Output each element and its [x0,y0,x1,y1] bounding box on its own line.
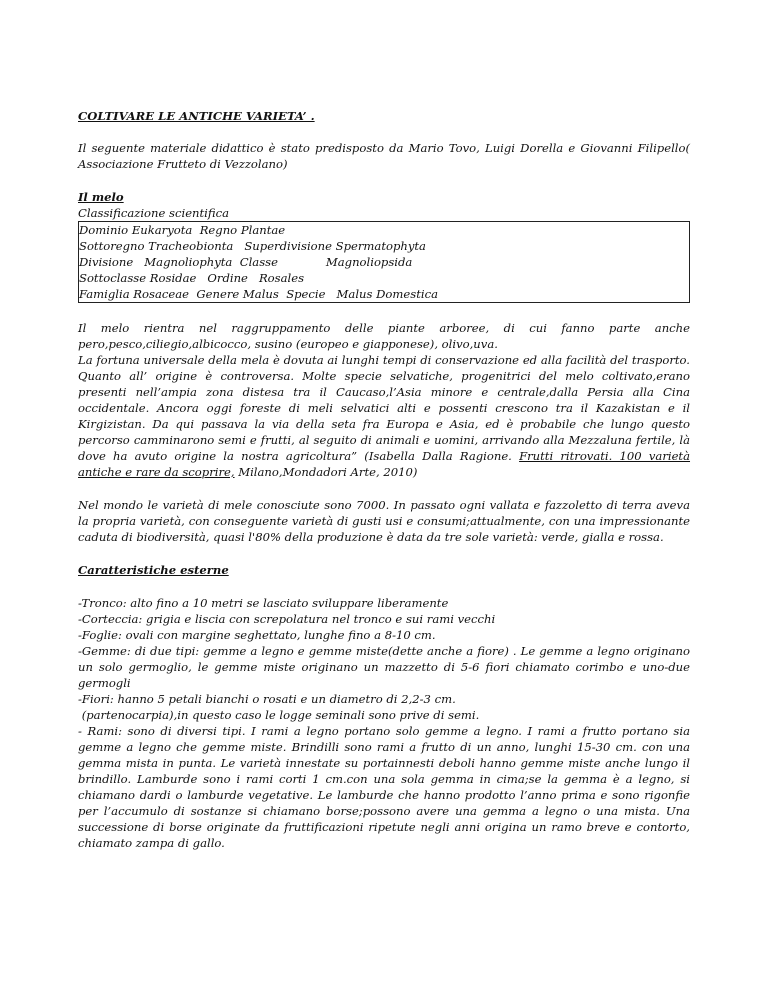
document-title: COLTIVARE LE ANTICHE VARIETA’ . [78,109,315,123]
document-page [78,108,690,851]
list-item: -Tronco: alto fino a 10 metri se lasciato sviluppare liberamente [78,596,449,610]
classification-row: Famiglia Rosaceae Genere Malus Specie Malus Domestica [79,287,438,301]
paragraph-origine-text: La fortuna universale della mela è dovuta ai lunghi tempi di conservazione ed alla facilità del trasporto. Quanto all’ origine è controversa. Molte specie selvatiche, progenitrici del melo coltivato,erano presenti nell’ampia zona distesa tra il Caucaso,l’Asia minore e centrale,dalla Persia alla Cina occidentale. Ancora oggi foreste di meli selvatici alti e possenti crescono tra il Kazakistan e il Kirgizistan. Da qui passava la via della seta fra Europa e Asia, ed è probabile che lungo questo percorso camminarono semi e frutti, al seguito di animali e uomini, arrivando alla Mezzaluna fertile, là dove ha avuto origine la nostra agricoltura” (Isabella Dalla Ragione. [78,353,690,463]
paragraph-origine [78,352,690,480]
classification-row: Divisione Magnoliophyta Classe Magnoliopsida [79,255,413,269]
paragraph-piante-arboree: Il melo rientra nel raggruppamento delle piante arboree, di cui fanno parte anche pero,pesco,ciliegio,albicocco, susino (europeo e giapponese), olivo,uva. [78,321,690,351]
list-item: -Foglie: ovali con margine seghettato, lunghe fino a 8-10 cm. [78,628,436,642]
paragraph-origine-tail: Milano,Mondadori Arte, 2010) [234,465,418,479]
section-heading-melo: Il melo [78,190,124,204]
paragraph-varieta: Nel mondo le varietà di mele conosciute sono 7000. In passato ogni vallata e fazzoletto di terra aveva la propria varietà, con conseguente varietà di gusti usi e consumi;attualmente, con una impressionante caduta di biodiversità, quasi l'80% della produzione è data da tre sole varietà: verde, gialla e rossa. [78,498,690,544]
classification-row: Dominio Eukaryota Regno Plantae [79,223,286,237]
list-item: -Fiori: hanno 5 petali bianchi o rosati e un diametro di 2,2-3 cm. [78,692,456,706]
classification-heading: Classificazione scientifica [78,206,230,220]
book-reference: Frutti ritrovati. 100 varietà antiche e rare da scoprire, [78,449,691,479]
list-item: -Gemme: di due tipi: gemme a legno e gemme miste(dette anche a fiore) . Le gemme a legno originano un solo germoglio, le gemme miste originano un mazzetto di 5-6 fiori chiamato corimbo e uno-due germogli [78,644,690,690]
classification-row: Sottoclasse Rosidae Ordine Rosales [79,271,305,285]
classification-row: Sottoregno Tracheobionta Superdivisione Spermatophyta [79,239,426,253]
list-item: - Rami: sono di diversi tipi. I rami a legno portano solo gemme a legno. I rami a frutto portano sia gemme a legno che gemme miste. Brindilli sono rami a frutto di un anno, lunghi 15-30 cm. con una gemma mista in punta. Le varietà innestate su portainnesti deboli hanno gemme miste anche lungo il brindillo. Lamburde sono i rami corti 1 cm.con una sola gemma in cima;se la gemma è a legno, si chiamano dardi o lamburde vegetative. Le lamburde che hanno prodotto l’anno prima e sono rigonfie per l’accumulo di sostanze si chiamano borse;possono avere una gemma a legno o una mista. Una successione di borse originate da fruttificazioni ripetute negli anni origina un ramo breve e contorto, chiamato zampa di gallo. [78,724,690,850]
list-item: -Corteccia: grigia e liscia con screpolatura nel tronco e sui rami vecchi [78,612,496,626]
list-item: (partenocarpia),in questo caso le logge seminali sono prive di semi. [78,708,480,722]
section-heading-caratteristiche: Caratteristiche esterne [78,563,229,577]
classification-table [78,221,690,303]
characteristics-list [78,595,690,851]
intro-paragraph: Il seguente materiale didattico è stato predisposto da Mario Tovo, Luigi Dorella e Giovanni Filipello( Associazione Frutteto di Vezzolano) [78,141,690,171]
